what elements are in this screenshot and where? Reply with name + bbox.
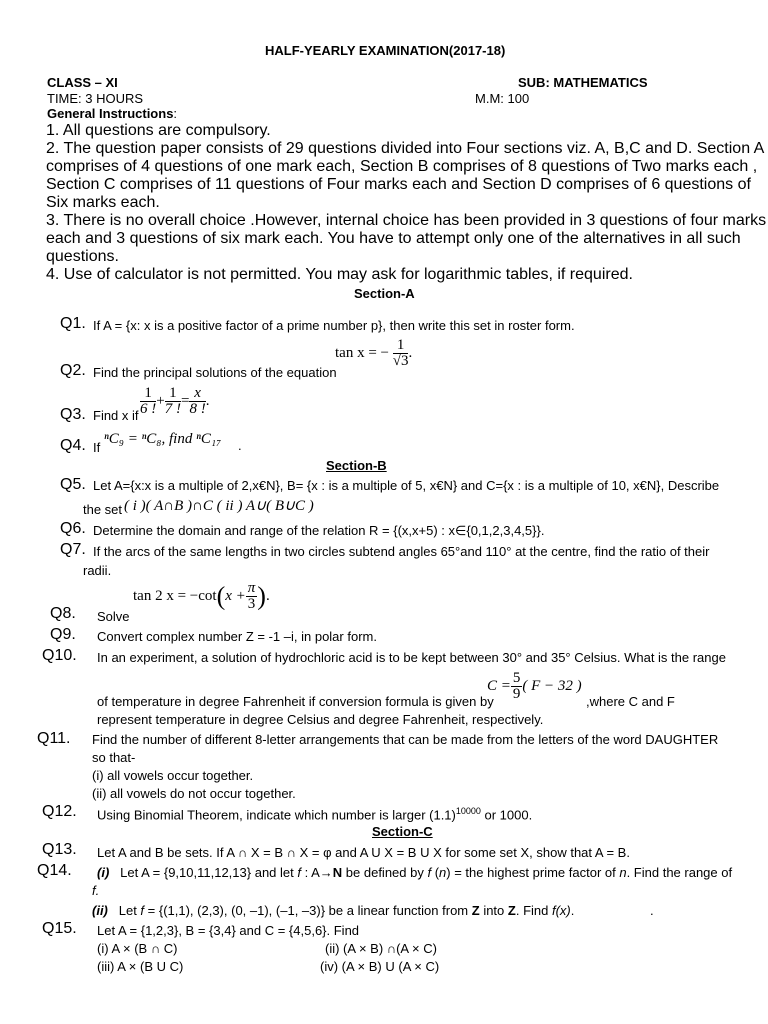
q5-expression: ( i )( A∩B )∩C ( ii ) A∪( B∪C ): [124, 498, 314, 514]
q13-number: Q13.: [42, 841, 77, 858]
q14-number: Q14.: [37, 862, 72, 879]
q2-text: Find the principal solutions of the equation: [93, 365, 337, 380]
q8-pi-num: π: [247, 580, 256, 596]
q4-expression: ⁿC₉ = ⁿC₈, find ⁿC₁₇: [104, 431, 222, 447]
q12-text-main: Using Binomial Theorem, indicate which number is larger (1.1): [97, 807, 456, 823]
general-instructions-heading: [47, 106, 177, 121]
q2-eq-end: .: [408, 344, 413, 361]
q8-x-plus: x +: [225, 587, 246, 604]
q9-text: Convert complex number Z = -1 –i, in polar form.: [97, 629, 377, 644]
q10-eq-left: C =: [487, 677, 511, 694]
q6-number: Q6.: [60, 520, 86, 537]
q15-part-2: (ii) (A × B) ∩(A × C): [325, 941, 437, 956]
q3-text: Find x if: [93, 408, 139, 423]
q10-number: Q10.: [42, 647, 77, 664]
q14-ii-label: (ii): [92, 903, 108, 918]
max-marks-label: M.M: 100: [475, 91, 530, 106]
q14-i-text-b: : A→: [300, 865, 333, 880]
q14-ii-text-d: . Find: [515, 903, 552, 918]
q11-text: Find the number of different 8-letter arrangements that can be made from the letters of the word DAUGHTER: [92, 732, 719, 747]
q12-text: [97, 806, 532, 822]
q3-end: .: [205, 392, 210, 409]
q11-text-3: (i) all vowels occur together.: [92, 768, 254, 783]
q8-pi-den: 3: [247, 596, 256, 612]
q11-number: Q11.: [37, 730, 71, 747]
q14-ii-fx: f(x): [551, 903, 571, 918]
q10-eq-right: ( F − 32 ): [522, 677, 582, 694]
q14-i-text2: f.: [92, 883, 100, 898]
general-instructions-colon: :: [173, 106, 178, 121]
q3-frac1-num: 1: [140, 386, 156, 402]
q3-frac1-den: 6 !: [140, 401, 157, 417]
q14-i-f: f: [297, 865, 301, 880]
instruction-line: comprises of 4 questions of one mark each, Section B comprises of 8 questions of Two marks each ,: [46, 158, 758, 175]
q3-plus: +: [156, 392, 165, 409]
instruction-line: each and 3 questions of six mark each. You have to attempt only one of the alternatives in all such: [46, 230, 741, 247]
q10-frac-num: 5: [512, 670, 521, 686]
q2-fraction: [393, 338, 409, 369]
q3-frac3-num: x: [189, 386, 205, 402]
section-c-heading: Section-C: [372, 824, 433, 839]
section-b-heading: Section-B: [326, 458, 387, 473]
q14-i-label: (i): [97, 865, 110, 880]
general-instructions-label: General Instructions: [47, 106, 174, 121]
q2-equation: [335, 338, 412, 369]
q12-text-end: or 1000.: [480, 807, 533, 823]
q14-part-ii: [92, 903, 574, 918]
q11-text-2: so that-: [92, 750, 136, 765]
q5-number: Q5.: [60, 476, 86, 493]
q4-end: .: [238, 438, 242, 453]
q14-ii-f: f: [140, 903, 145, 918]
q14-i-text-c: be defined by: [342, 865, 428, 880]
q5-text-2: the set: [83, 502, 123, 517]
q2-frac-den: √3: [392, 353, 409, 369]
q14-i-text-d: (: [431, 865, 440, 880]
q14-ii-text-e: .: [570, 903, 575, 918]
q3-equals: =: [180, 392, 190, 409]
instruction-line: Six marks each.: [46, 194, 160, 211]
q7-text: If the arcs of the same lengths in two circles subtend angles 65°and 110° at the centre, find the ratio of their: [93, 544, 710, 559]
instruction-line: 2. The question paper consists of 29 questions divided into Four sections viz. A, B,C and D. Section A: [46, 140, 765, 157]
q8-eq-left: tan 2 x = −cot: [133, 587, 217, 604]
q8-paren-right: ): [257, 581, 266, 611]
q5-text: Let A={x:x is a multiple of 2,x€N}, B= {x : is a multiple of 5, x€N} and C={x : is a multiple of 10, x€N}, Describe: [93, 478, 720, 493]
q14-i-text-a: Let A = {9,10,11,12,13} and let: [120, 865, 298, 880]
instruction-line: 1. All questions are compulsory.: [46, 122, 271, 139]
q8-equation: [133, 581, 270, 612]
q8-text: Solve: [97, 609, 130, 624]
q15-text: Let A = {1,2,3}, B = {3,4} and C = {4,5,6}. Find: [97, 923, 360, 938]
q14-ii-Z: Z: [471, 903, 480, 918]
q10-text-2: of temperature in degree Fahrenheit if conversion formula is given by: [97, 694, 494, 709]
q13-text: Let A and B be sets. If A ∩ X = B ∩ X = φ and A U X = B U X for some set X, show that A = B.: [97, 845, 630, 860]
q10-frac-den: 9: [512, 686, 521, 702]
q14-ii-text-b: = {(1,1), (2,3), (0, –1), (–1, –3)} be a linear function from: [144, 903, 472, 918]
q14-i-f2: f: [427, 865, 432, 880]
q15-part-1: (i) A × (B ∩ C): [97, 941, 178, 956]
instruction-line: Section C comprises of 11 questions of Four marks each and Section D comprises of 6 questions of: [46, 176, 751, 193]
q14-i-n2: n: [619, 865, 627, 880]
q10-equation: [487, 671, 582, 702]
q14-i-text-e: ) = the highest prime factor of: [446, 865, 620, 880]
instruction-line: questions.: [46, 248, 119, 265]
q6-text: Determine the domain and range of the relation R = {(x,x+5) : x∈{0,1,2,3,4,5}}.: [93, 523, 545, 538]
q2-number: Q2.: [60, 362, 86, 379]
q2-eq-left: tan x = −: [335, 344, 389, 361]
q3-equation: [140, 386, 209, 417]
q3-frac2-num: 1: [165, 386, 181, 402]
q9-number: Q9.: [50, 626, 76, 643]
q15-number: Q15.: [42, 920, 77, 937]
q4-text: If: [93, 440, 101, 455]
section-a-heading: Section-A: [354, 286, 415, 301]
class-label: CLASS – XI: [47, 75, 118, 90]
q14-i-text-f: . Find the range of: [626, 865, 733, 880]
q14-stray-dot: .: [650, 903, 654, 918]
q8-number: Q8.: [50, 605, 76, 622]
subject-label: SUB: MATHEMATICS: [518, 75, 648, 90]
instruction-line: 3. There is no overall choice .However, internal choice has been provided in 3 questions of four marks: [46, 212, 767, 229]
q12-exponent: 10000: [455, 806, 481, 816]
exam-title: HALF-YEARLY EXAMINATION(2017-18): [265, 43, 506, 58]
q11-text-4: (ii) all vowels do not occur together.: [92, 786, 296, 801]
q8-end: .: [265, 587, 270, 604]
q15-part-4: (iv) (A × B) U (A × C): [320, 959, 440, 974]
time-label: TIME: 3 HOURS: [47, 91, 144, 106]
q15-part-3: (iii) A × (B U C): [97, 959, 184, 974]
q3-frac3-den: 8 !: [189, 401, 206, 417]
q14-part-i-cont: [92, 883, 99, 898]
q10-text-4: represent temperature in degree Celsius and degree Fahrenheit, respectively.: [97, 712, 544, 727]
q3-number: Q3.: [60, 406, 86, 423]
q14-ii-text-a: Let: [118, 903, 141, 918]
q7-text-2: radii.: [83, 563, 112, 578]
q2-frac-num: 1: [393, 338, 409, 354]
q10-text: In an experiment, a solution of hydrochloric acid is to be kept between 30° and 35° Celsius. What is the range: [97, 650, 726, 665]
q14-i-n: n: [439, 865, 447, 880]
q14-ii-Z2: Z: [507, 903, 516, 918]
q10-text-3: ,where C and F: [586, 694, 675, 709]
q1-number: Q1.: [60, 315, 86, 332]
q8-paren-left: (: [216, 581, 226, 611]
q12-number: Q12.: [42, 803, 77, 820]
instruction-line: 4. Use of calculator is not permitted. You may ask for logarithmic tables, if required.: [46, 266, 633, 283]
q14-i-N: N: [332, 865, 343, 880]
q3-frac2-den: 7 !: [164, 401, 181, 417]
q1-text: If A = {x: x is a positive factor of a prime number p}, then write this set in roster form.: [93, 318, 575, 333]
q7-number: Q7.: [60, 541, 86, 558]
q14-ii-text-c: into: [479, 903, 508, 918]
q14-part-i: [97, 865, 732, 880]
q4-number: Q4.: [60, 437, 86, 454]
